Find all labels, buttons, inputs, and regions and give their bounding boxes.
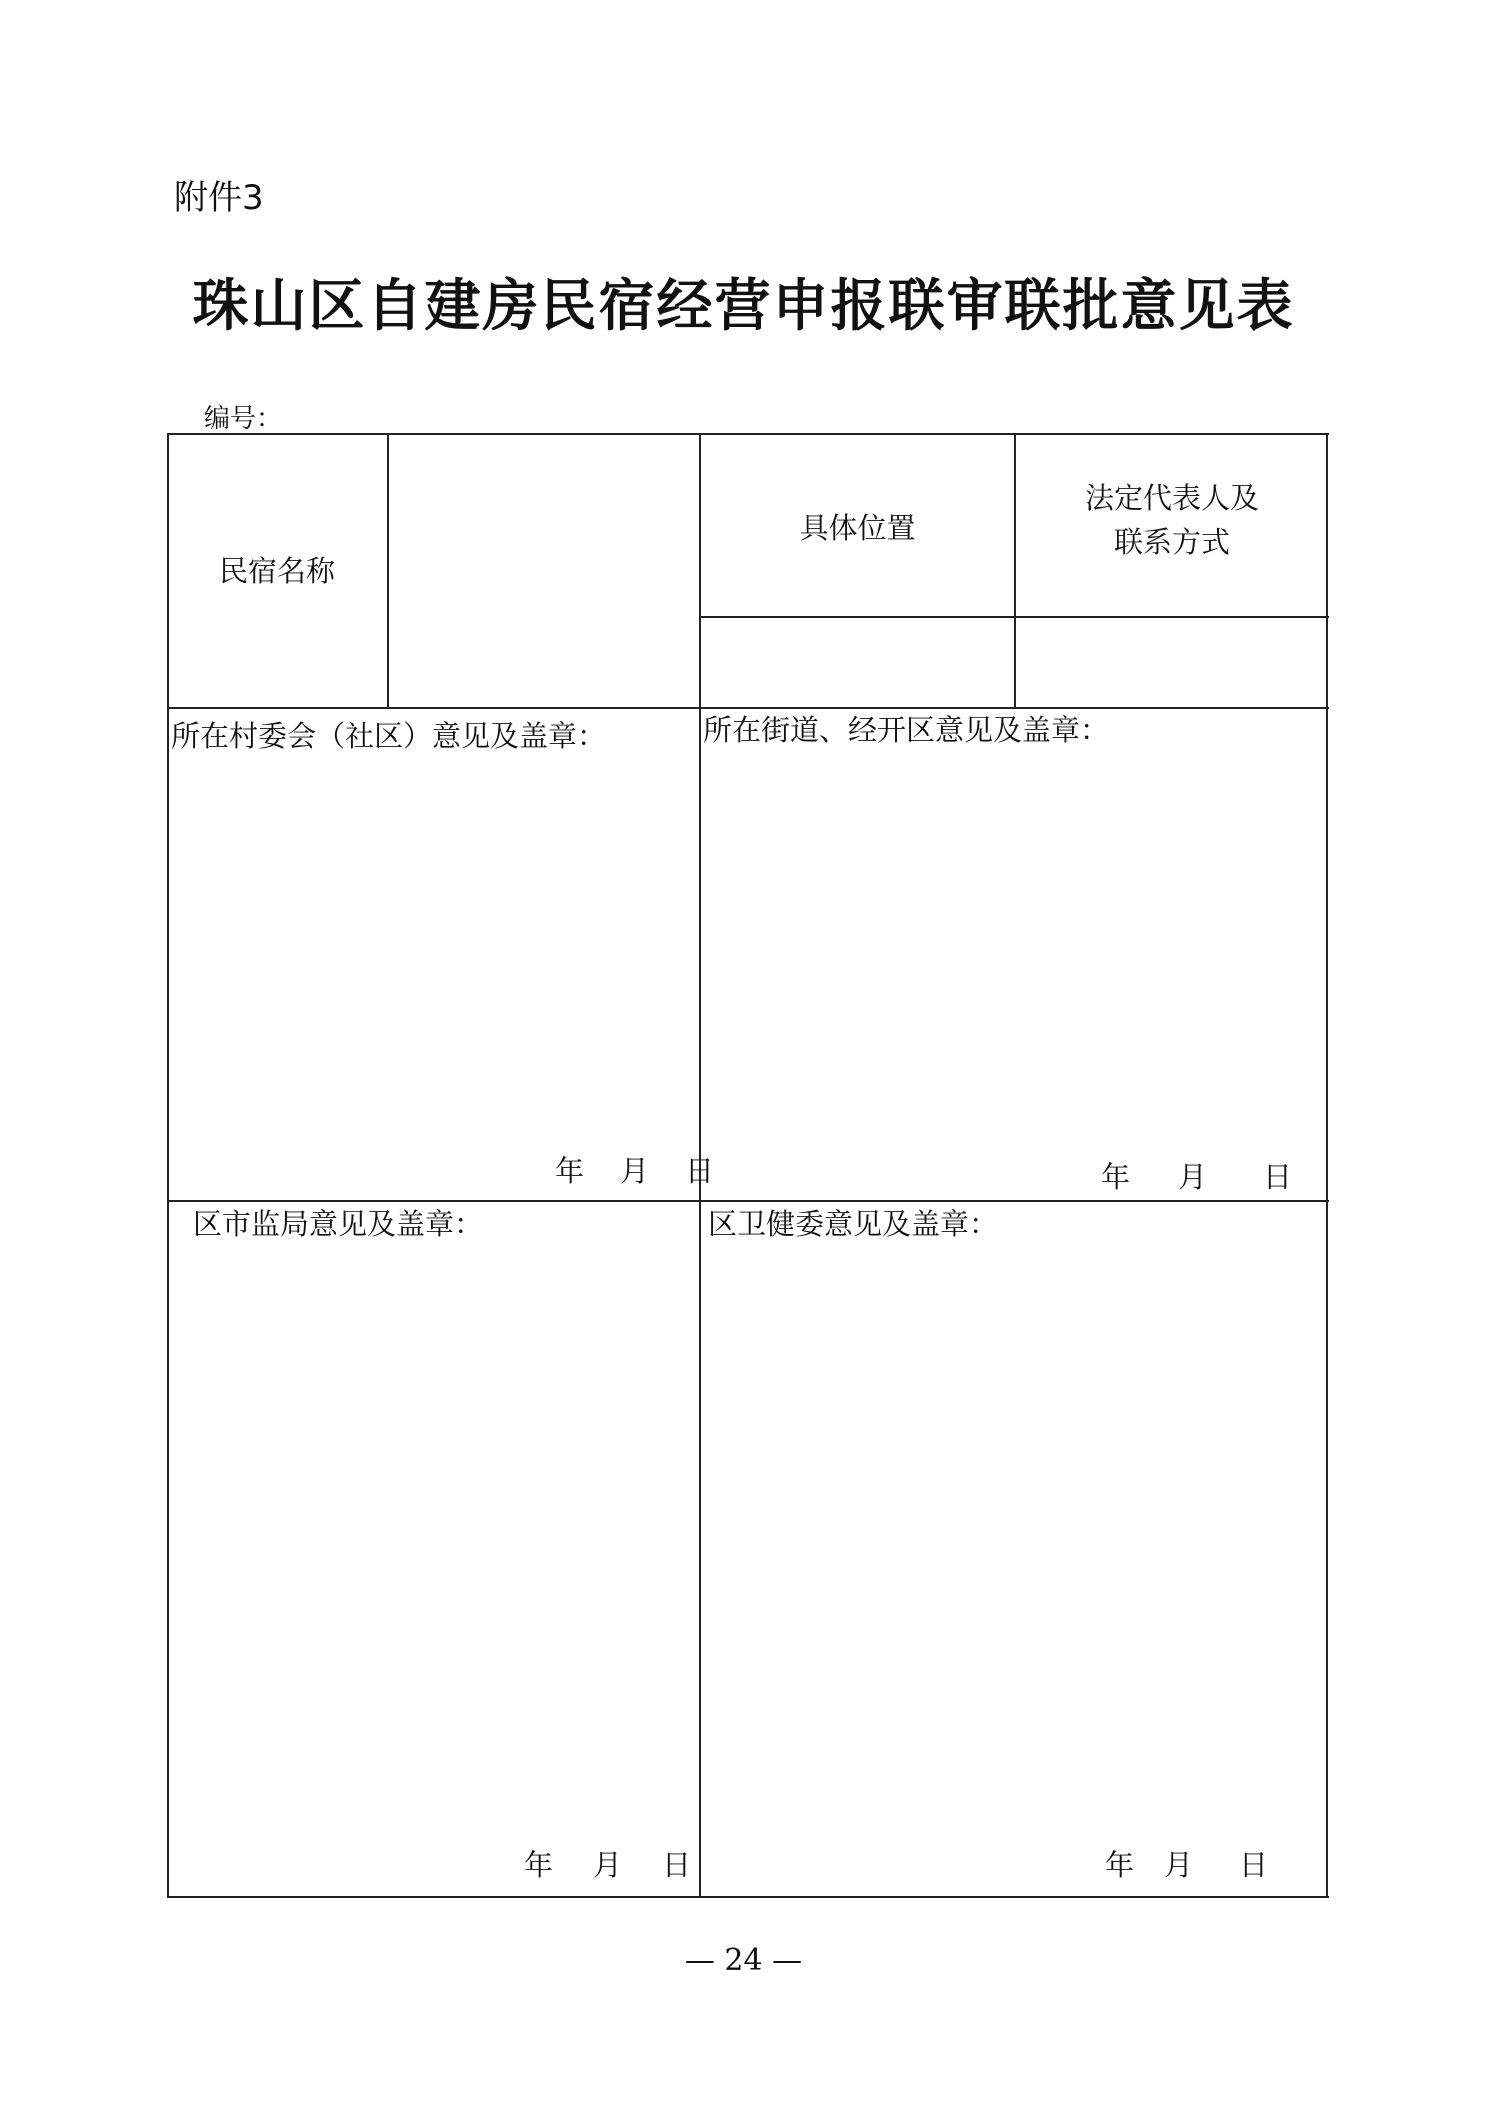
table-border-top	[167, 433, 1329, 435]
location-label: 具体位置	[799, 511, 916, 545]
serial-number	[204, 398, 290, 435]
serial-label: 编号：	[204, 404, 283, 434]
table-border-right	[1326, 433, 1328, 1898]
market-month: 月	[593, 1848, 623, 1882]
market-year: 年	[524, 1848, 554, 1882]
street-opinion-label: 所在街道、经开区意见及盖章：	[703, 713, 1110, 747]
village-opinion-date	[555, 1149, 714, 1190]
location-value-cell[interactable]	[701, 619, 1014, 707]
village-year: 年	[555, 1154, 585, 1188]
street-opinion-date	[1101, 1155, 1292, 1196]
name-label: 民宿名称	[218, 554, 335, 588]
legal-rep-label-line2: 联系方式	[1113, 524, 1230, 559]
name-value-cell[interactable]	[389, 433, 699, 707]
health-day: 日	[1239, 1848, 1269, 1882]
legal-rep-label-line1: 法定代表人及	[1084, 481, 1259, 515]
health-year: 年	[1105, 1848, 1135, 1882]
market-opinion-date	[524, 1843, 691, 1884]
market-day: 日	[662, 1848, 692, 1882]
approval-form-table	[167, 433, 1329, 1898]
village-month: 月	[620, 1154, 650, 1188]
street-day: 日	[1263, 1160, 1293, 1194]
page-number: — 24 —	[684, 1943, 803, 1978]
market-opinion-label: 区市监局意见及盖章：	[193, 1207, 484, 1241]
street-month: 月	[1178, 1160, 1208, 1194]
street-year: 年	[1101, 1160, 1131, 1194]
table-border-left	[167, 433, 169, 1898]
legal-rep-label	[1016, 477, 1328, 564]
attachment-label: 附件3	[174, 178, 264, 218]
divider-opinion-rows	[167, 1200, 1329, 1202]
health-month: 月	[1164, 1848, 1194, 1882]
form-title: 珠山区自建房民宿经营申报联审联批意见表	[192, 274, 1295, 339]
health-opinion-label: 区卫健委意见及盖章：	[708, 1207, 999, 1241]
village-opinion-label: 所在村委会（社区）意见及盖章：	[171, 719, 607, 753]
village-day: 日	[685, 1154, 715, 1188]
legal-rep-value-cell[interactable]	[1016, 619, 1326, 707]
health-opinion-date	[1105, 1843, 1268, 1884]
table-border-bottom	[167, 1896, 1329, 1898]
